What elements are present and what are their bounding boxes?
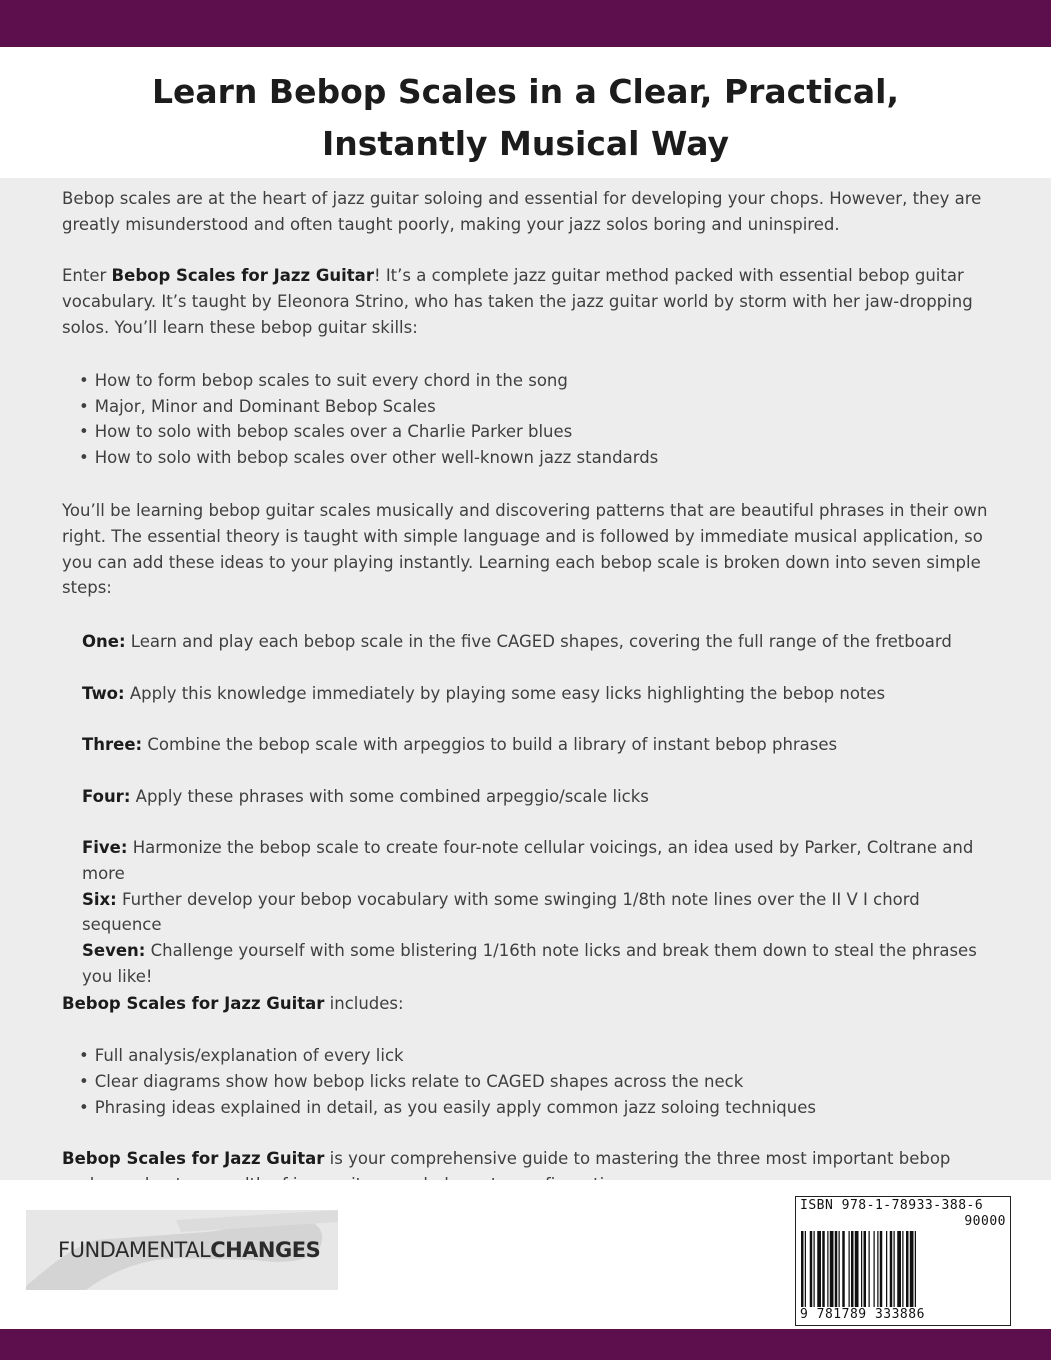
price-code: 90000 [964, 1214, 1006, 1229]
step-label: Six: [82, 889, 117, 909]
page-title [0, 66, 1051, 170]
step-text: Apply this knowledge immediately by playing some easy licks highlighting the bebop notes [124, 683, 886, 703]
step-text: Harmonize the bebop scale to create four-note cellular voicings, an idea used by Parker, Coltrane and more [82, 838, 974, 883]
list-item: • How to solo with bebop scales over other well-known jazz standards [79, 445, 992, 471]
isbn-barcode [795, 1196, 1011, 1326]
step-label: One: [82, 632, 126, 652]
skills-list [62, 368, 992, 471]
enter-paragraph [62, 263, 992, 340]
step-four [82, 784, 992, 836]
enter-rest: ! It’s a complete jazz guitar method packed with essential bebop guitar vocabulary. It’s taught by Eleonora Strino, who has taken the jazz guitar world by storm with her jaw-dropping solos. You’ll learn these bebop guitar skills: [62, 266, 973, 337]
book-title: Bebop Scales for Jazz Guitar [111, 266, 374, 286]
title-line-1: Learn Bebop Scales in a Clear, Practical, [151, 72, 900, 111]
book-title: Bebop Scales for Jazz Guitar [62, 1148, 325, 1168]
top-color-band [0, 0, 1051, 47]
barcode-digits: 9 781789 333886 [800, 1307, 925, 1322]
publisher-logo [26, 1210, 338, 1290]
book-title: Bebop Scales for Jazz Guitar [62, 993, 325, 1013]
intro-paragraph: Bebop scales are at the heart of jazz guitar soloing and essential for developing your chops. However, they are greatly misunderstood and often taught poorly, making your jazz solos boring and uninspired. [62, 189, 982, 234]
closing-rest: is your comprehensive guide to mastering the three most important bebop [329, 1148, 951, 1168]
list-item: • Full analysis/explanation of every lick [79, 1043, 992, 1069]
step-three [82, 732, 992, 784]
isbn-text: ISBN 978-1-78933-388-6 [800, 1198, 984, 1213]
list-item: • Phrasing ideas explained in detail, as you easily apply common jazz soloing techniques [79, 1095, 992, 1121]
step-one [82, 629, 992, 681]
enter-prefix: Enter [62, 266, 112, 286]
bottom-color-band [0, 1329, 1051, 1360]
step-five [82, 835, 992, 887]
step-text: Challenge yourself with some blistering 1/16th note licks and break them down to steal the phrases you like! [82, 941, 977, 986]
step-label: Five: [82, 838, 128, 858]
step-text: Combine the bebop scale with arpeggios to build a library of instant bebop phrases [142, 735, 838, 755]
step-seven [82, 938, 992, 990]
step-text: Apply these phrases with some combined arpeggio/scale licks [130, 786, 649, 806]
learning-paragraph: You’ll be learning bebop guitar scales musically and discovering patterns that are beautiful phrases in their own right. The essential theory is taught with simple language and is followed by immediate musical application, so you can add these ideas to your playing instantly. Learning each bebop scale is broken down into seven simple steps: [62, 500, 988, 598]
list-item: • Clear diagrams show how bebop licks relate to CAGED shapes across the neck [79, 1069, 992, 1095]
includes-rest: includes: [324, 993, 404, 1013]
list-item: • How to solo with bebop scales over a Charlie Parker blues [79, 419, 992, 445]
barcode-bars [801, 1231, 1005, 1307]
includes-heading [62, 991, 992, 1017]
title-line-2: Instantly Musical Way [322, 124, 729, 163]
publisher-logo-text: FUNDAMENTALCHANGES [58, 1238, 321, 1262]
blurb-content [62, 186, 992, 1197]
features-list [62, 1043, 992, 1120]
step-label: Three: [82, 735, 143, 755]
step-label: Two: [82, 683, 125, 703]
list-item: • How to form bebop scales to suit every chord in the song [79, 368, 992, 394]
step-two [82, 681, 992, 733]
step-label: Four: [82, 786, 131, 806]
steps-list [62, 629, 992, 990]
list-item: • Major, Minor and Dominant Bebop Scales [79, 394, 992, 420]
step-label: Seven: [82, 941, 146, 961]
step-text: Further develop your bebop vocabulary with some swinging 1/8th note lines over the II V I chord sequence [82, 889, 920, 935]
step-six [82, 887, 992, 939]
step-text: Learn and play each bebop scale in the five CAGED shapes, covering the full range of the fretboard [125, 632, 952, 652]
